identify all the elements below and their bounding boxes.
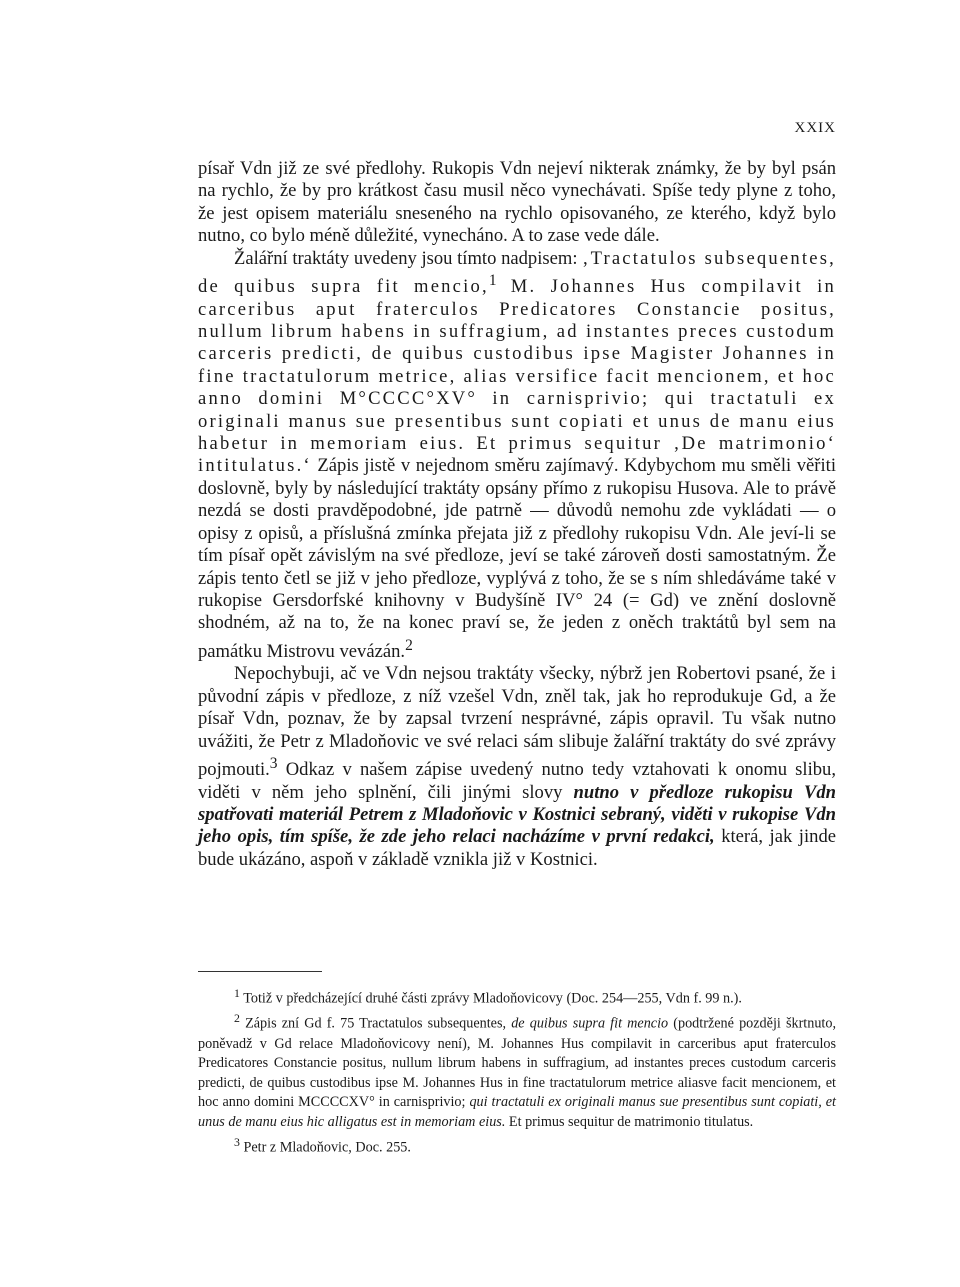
paragraph-1 (198, 158, 836, 248)
footnote-2-text-c: (podtržené později škrtnuto, poněvadž v Gd relace Mladoňovicovy není), M. Johannes Hus compilavit in carceribus aput fraterculos Predicatores Constancie positus, nullum librum habens in suffragium, ad instantes preces custodum carceris predicti, de quibus custodibus ipse M. Johannes Hus in fine tractatulorum metrice aliasve facit mencionem, et hoc anno domini MCCCCXV° in carnisprivio; (198, 1016, 837, 1111)
footnote-2-text-e: Et primus sequitur de matrimonio titulatus. (505, 1114, 754, 1131)
paragraph-3-text-b: Odkaz v našem zápise uvedený nutno tedy vztahovati k onomu slibu, viděti v něm jeho splnění, čili jinými slovy (198, 759, 836, 803)
main-text (198, 158, 836, 871)
paragraph-3 (198, 663, 836, 871)
footnote-2-italic-a: de quibus supra fit mencio (511, 1016, 669, 1033)
footnotes (198, 984, 836, 1158)
paragraph-2-commentary: Zápis jistě v nejednom směru zajímavý. Kdybychom mu směli věřiti doslovně, byly by následující traktáty opsány přímo z rukopisu Husova. Ale to právě nezdá se dosti pravděpodobné, jde patrně — důvodů nemohu zde vykládati — o opisy z opisů, a příslušná zmínka přejata již z předlohy rukopisu Vdn. Ale jeví-li se tím písař opět závislým na své předloze, jeví se také zároveň dosti samostatným. Že zápis tento četl se již v jeho předloze, vyplývá z toho, že se s ním shledáváme také v rukopise Gersdorfské knihovny v Budyšíně IV° 24 (= Gd) ve znění doslovně shodném, až na to, že na konec praví se, že jeden z oněch traktátů byl sem na památku Mistrovu vevázán. (198, 455, 836, 662)
footnote-ref-2: 2 (405, 636, 413, 654)
paragraph-2-intro: Žalářní traktáty uvedeny jsou tímto nadpisem: (234, 247, 583, 269)
paragraph-3-emphasis: nutno v předloze rukopisu Vdn spatřovati materiál Petrem z Mladoňovic v Kostnici sebraný, viděti v rukopise Vdn jeho opis, tím spíše, že zde jeho relaci nacházíme v první redakci, (198, 781, 837, 848)
footnote-1-mark: 1 (234, 986, 240, 1000)
footnote-3 (198, 1133, 836, 1158)
footnote-2 (198, 1009, 836, 1132)
paragraph-1-text: písař Vdn již ze své předlohy. Rukopis Vdn nejeví nikterak známky, že by byl psán na rychlo, že by pro krátkost času musil něco vynechávati. Spíše tedy plyne z toho, že jest opisem materiálu sneseného na rychlo opisovaného, ze kterého, když bylo nutno, co bylo méně důležité, vynecháno. A to zase vede dále. (198, 158, 836, 247)
paragraph-3-text-a: Nepochybuji, ač ve Vdn nejsou traktáty všecky, nýbrž jen Robertovi psané, že i původní zápis v předloze, z níž vzešel Vdn, zněl tak, jak ho reprodukuje Gd, a že písař Vdn, poznav, že by zapsal tvrzení nesprávné, zápis opravil. Tu však nutno uvážiti, že Petr z Mladoňovic ve své relaci sám slibuje žalářní traktáty do své zprávy pojmouti. (198, 663, 836, 781)
footnote-divider (198, 971, 322, 972)
latin-quote-part-1: ‚Tractatulos subsequentes, de quibus supra fit mencio, (198, 247, 836, 298)
latin-quote-part-2: M. Johannes Hus compilavit in carceribus aput fraterculos Predicatores Constancie positus, nullum librum habens in suffragium, ad instantes preces custodum carceris predicti, de quibus custodibus ipse Magister Johannes in fine tractatulorum metrice, alias versifice facit mencionem, et hoc anno domini M°CCCC°XV° in carnisprivio; qui tractatuli ex originali manus sue presentibus sunt copiati et unus de manu eius habetur in memoriam eius. Et primus sequitur ‚De matrimonio‘ intitulatus.‘ (198, 276, 836, 477)
footnote-2-text-a: Zápis zní Gd f. 75 Tractatulos subsequentes, (245, 1016, 512, 1033)
footnote-2-mark: 2 (234, 1011, 240, 1026)
footnote-1-text: Totiž v předcházející druhé části zprávy Mladoňovicovy (Doc. 254—255, Vdn f. 99 n.). (243, 990, 742, 1007)
page-number: XXIX (794, 120, 836, 136)
footnote-ref-3: 3 (269, 754, 278, 772)
footnote-ref-1: 1 (488, 272, 497, 290)
footnote-1 (198, 984, 836, 1009)
paragraph-3-text-d: která, jak jinde bude ukázáno, aspoň v základě vznikla již v Kostnici. (198, 826, 836, 870)
footnote-3-text: Petr z Mladoňovic, Doc. 255. (243, 1139, 411, 1156)
footnote-3-mark: 3 (234, 1134, 240, 1149)
paragraph-2 (198, 248, 836, 664)
footnote-2-italic-b: qui tractatuli ex originali manus sue presentibus sunt copiati, et unus de manu eius hic alligatus est in memoriam eius. (198, 1094, 837, 1131)
